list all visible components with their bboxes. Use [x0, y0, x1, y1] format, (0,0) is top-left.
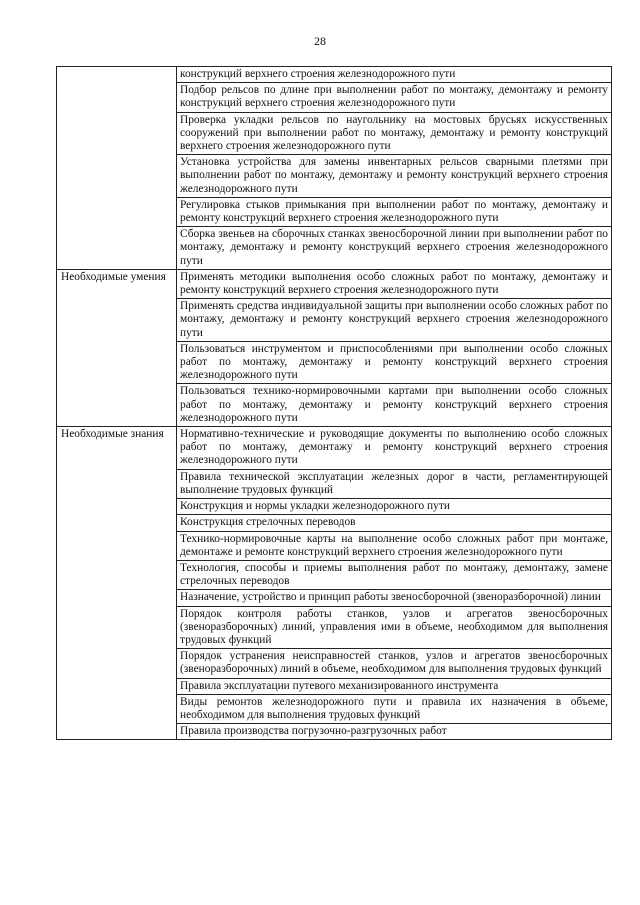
- page-number: 28: [314, 34, 326, 48]
- requirement-item: Порядок контроля работы станков, узлов и агрегатов звеносборочных (звеноразборочных) линий, управления ими в объеме, необходимом для выполнения трудовых функций: [177, 606, 612, 649]
- requirement-item: Нормативно-технические и руководящие документы по выполнению особо сложных работ по монтажу, демонтажу и ремонту конструкций верхнего строения железнодорожного пути: [177, 427, 612, 470]
- requirement-item: Сборка звеньев на сборочных станках звеносборочной линии при выполнении работ по монтажу, демонтажу и ремонту конструкций верхнего строения железнодорожного пути: [177, 227, 612, 270]
- requirement-item: Правила технической эксплуатации железных дорог в части, регламентирующей выполнение трудовых функций: [177, 469, 612, 498]
- section-label: Необходимые умения: [57, 269, 177, 426]
- requirement-item: Конструкция и нормы укладки железнодорожного пути: [177, 499, 612, 515]
- requirements-table: [56, 66, 612, 740]
- table-row: [57, 269, 612, 298]
- requirement-item: Порядок устранения неисправностей станков, узлов и агрегатов звеносборочных (звеноразборочных) линий в объеме, необходимом для выполнения трудовых функций: [177, 649, 612, 678]
- section-label: Необходимые знания: [57, 427, 177, 740]
- requirement-item: Пользоваться технико-нормировочными картами при выполнении особо сложных работ по монтажу, демонтажу и ремонту конструкций верхнего строения железнодорожного пути: [177, 384, 612, 427]
- requirement-item: Технико-нормировочные карты на выполнение особо сложных работ при монтаже, демонтаже и ремонте конструкций верхнего строения железнодорожного пути: [177, 531, 612, 560]
- requirement-item: Правила эксплуатации путевого механизированного инструмента: [177, 678, 612, 694]
- requirement-item: конструкций верхнего строения железнодорожного пути: [177, 67, 612, 83]
- requirement-item: Подбор рельсов по длине при выполнении работ по монтажу, демонтажу и ремонту конструкций верхнего строения железнодорожного пути: [177, 83, 612, 112]
- requirement-item: Виды ремонтов железнодорожного пути и правила их назначения в объеме, необходимом для выполнения трудовых функций: [177, 694, 612, 723]
- requirement-item: Пользоваться инструментом и приспособлениями при выполнении особо сложных работ по монтажу, демонтажу и ремонту конструкций верхнего строения железнодорожного пути: [177, 341, 612, 384]
- requirement-item: Применять средства индивидуальной защиты при выполнении особо сложных работ по монтажу, демонтажу и ремонту конструкций верхнего строения железнодорожного пути: [177, 299, 612, 342]
- section-label: [57, 67, 177, 270]
- requirement-item: Конструкция стрелочных переводов: [177, 515, 612, 531]
- requirement-item: Технология, способы и приемы выполнения работ по монтажу, демонтажу, замене стрелочных переводов: [177, 560, 612, 589]
- requirement-item: Установка устройства для замены инвентарных рельсов сварными плетями при выполнении работ по монтажу, демонтажу и ремонту конструкций верхнего строения железнодорожного пути: [177, 155, 612, 198]
- requirement-item: Проверка укладки рельсов по наугольнику на мостовых брусьях искусственных сооружений при выполнении работ по монтажу, демонтажу и ремонту конструкций верхнего строения железнодорожного пути: [177, 112, 612, 155]
- requirement-item: Регулировка стыков примыкания при выполнении работ по монтажу, демонтажу и ремонту конструкций верхнего строения железнодорожного пути: [177, 197, 612, 226]
- requirement-item: Правила производства погрузочно-разгрузочных работ: [177, 724, 612, 740]
- table-row: [57, 67, 612, 83]
- requirement-item: Назначение, устройство и принцип работы звеносборочной (звеноразборочной) линии: [177, 590, 612, 606]
- requirements-table-body: [57, 67, 612, 740]
- requirement-item: Применять методики выполнения особо сложных работ по монтажу, демонтажу и ремонту конструкций верхнего строения железнодорожного пути: [177, 269, 612, 298]
- table-row: [57, 427, 612, 470]
